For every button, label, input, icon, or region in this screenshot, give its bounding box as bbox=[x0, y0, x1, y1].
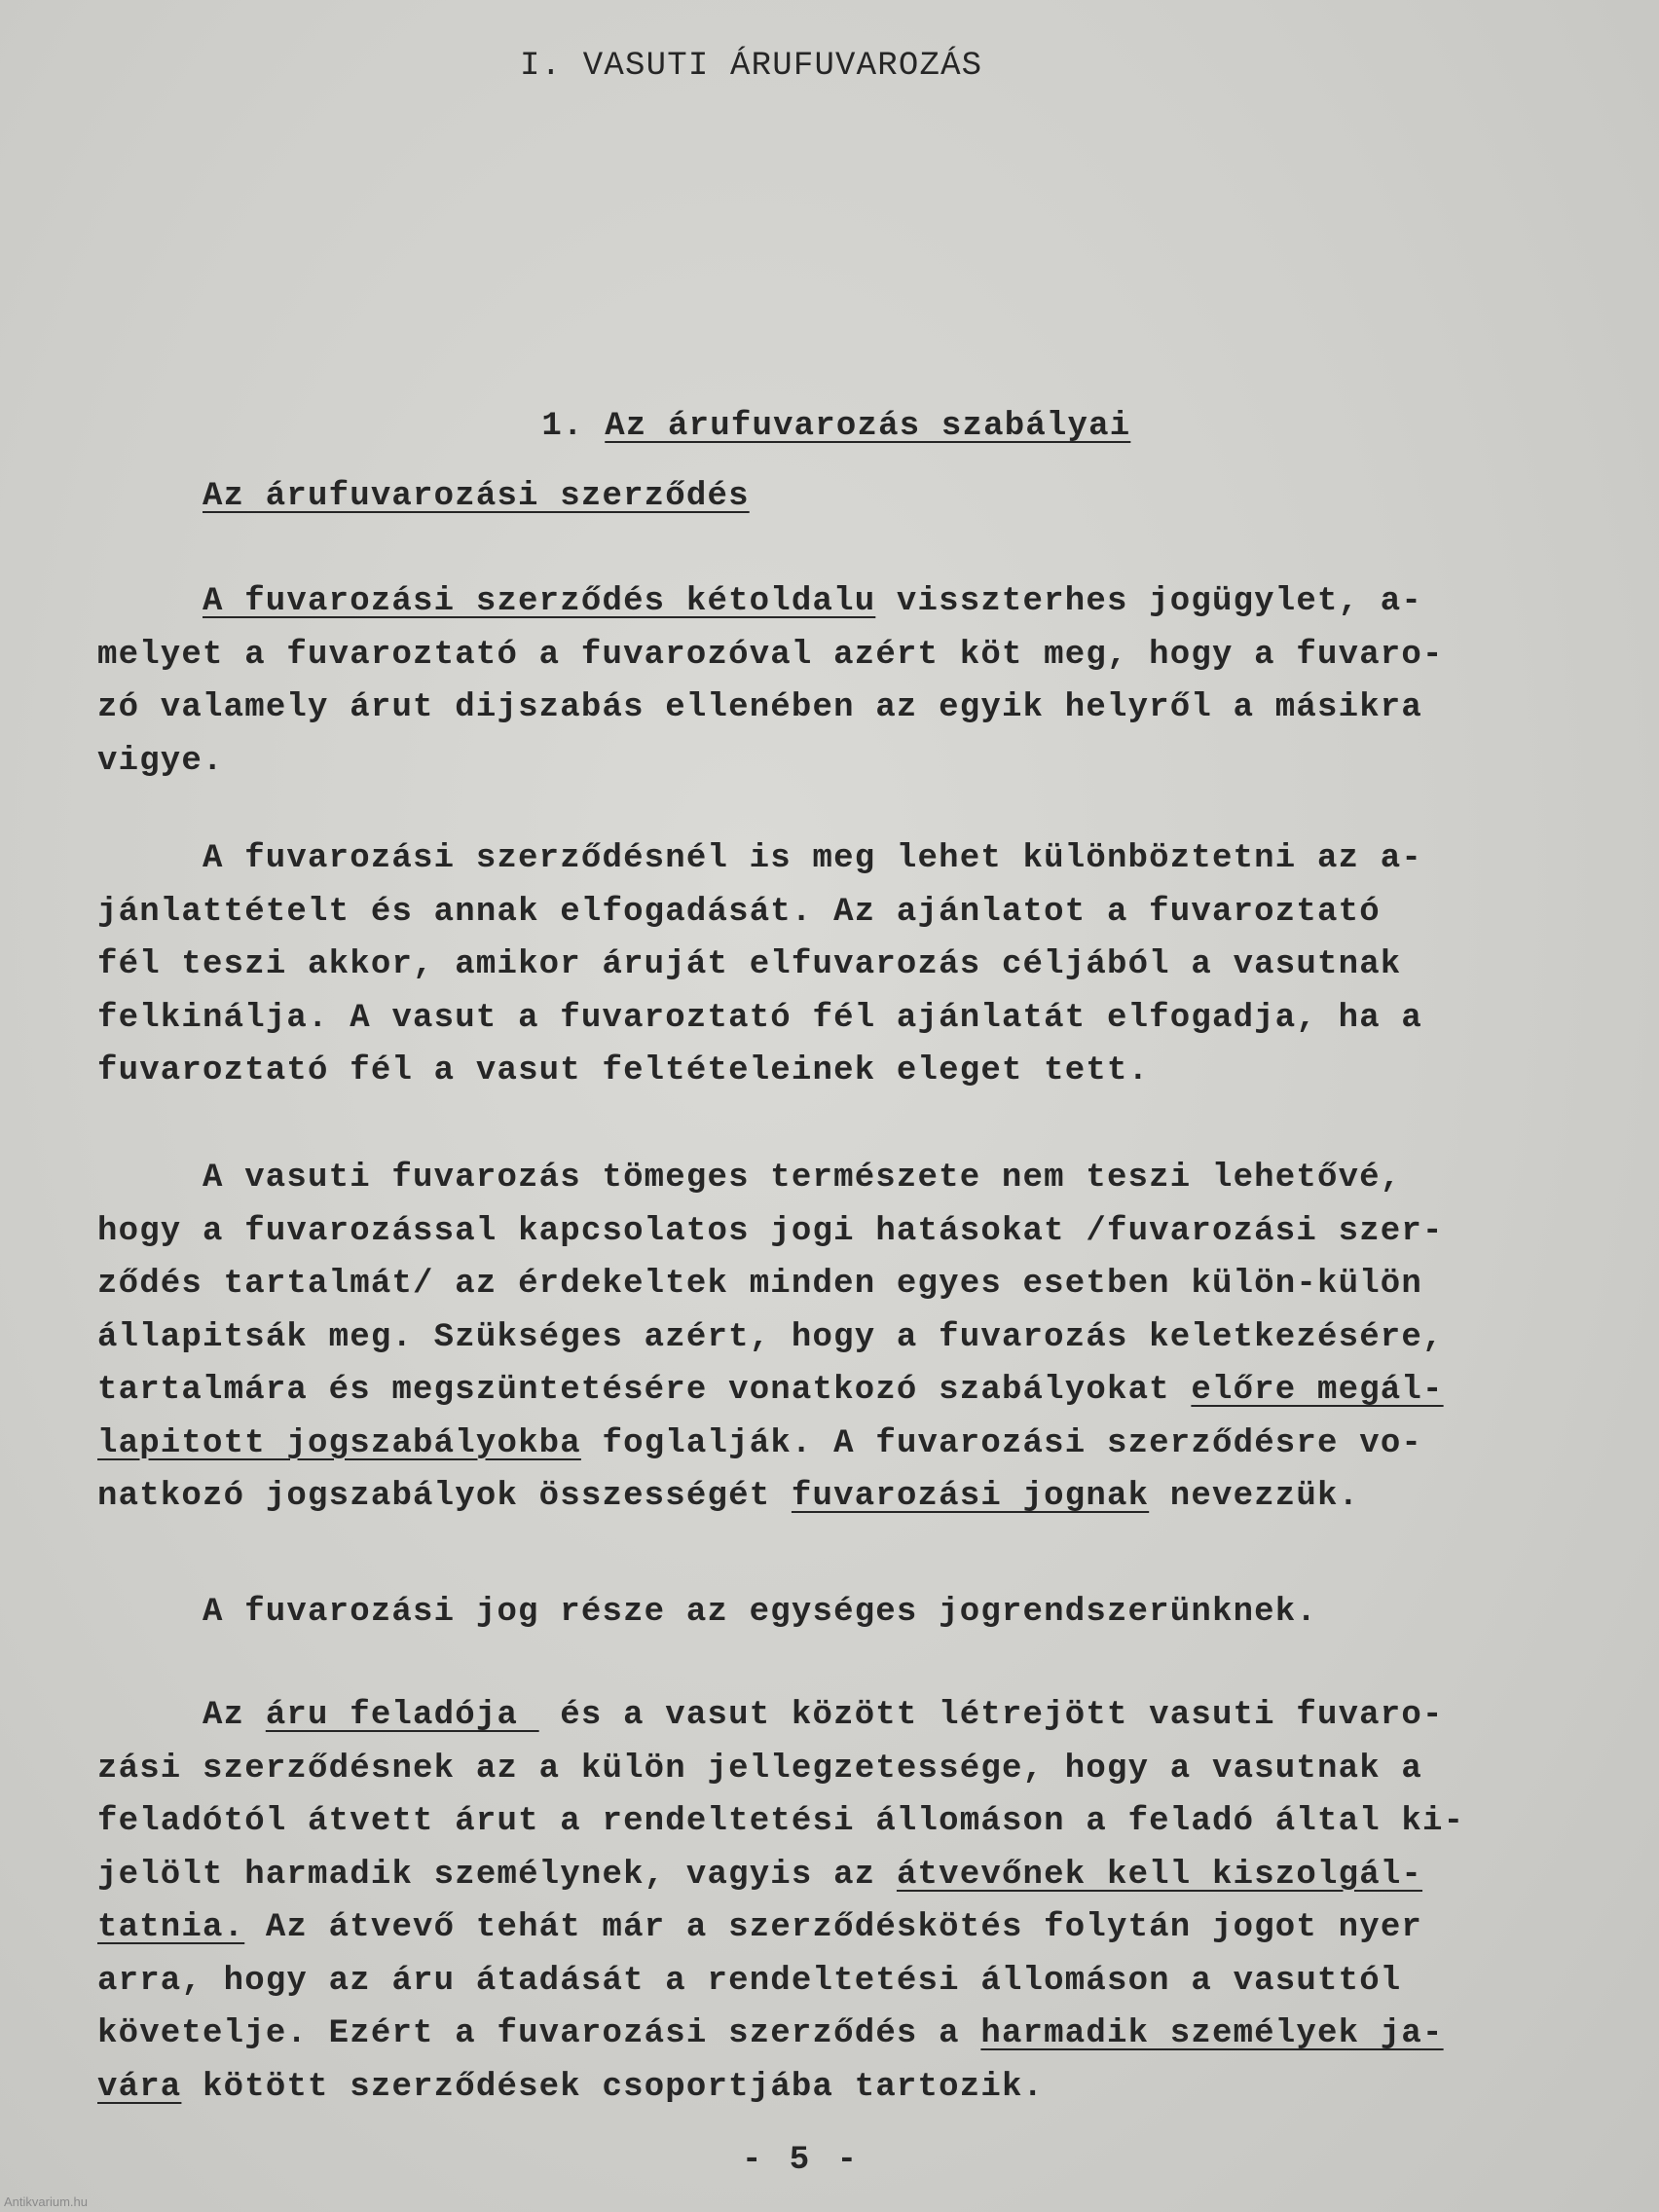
watermark: Antikvarium.hu bbox=[4, 2194, 88, 2209]
text-segment: zó valamely árut dijszabás ellenében az egyik helyről a másikra bbox=[97, 689, 1423, 726]
text-line bbox=[203, 837, 1422, 880]
page-number: - 5 - bbox=[742, 2142, 862, 2179]
text-segment: jelölt harmadik személynek, vagyis az bbox=[97, 1856, 897, 1894]
text-segment: kötött szerződések csoportjába tartozik. bbox=[181, 2068, 1045, 2106]
text-line bbox=[203, 1591, 1317, 1634]
underlined-text: lapitott jogszabályokba bbox=[97, 1424, 581, 1462]
underlined-text: előre megál- bbox=[1191, 1372, 1444, 1409]
text-line bbox=[97, 2066, 1044, 2109]
text-line bbox=[97, 1960, 1401, 2003]
text-segment: felkinálja. A vasut a fuvaroztató fél ajánlatát elfogadja, ha a bbox=[97, 999, 1423, 1037]
text-line bbox=[97, 1906, 1422, 1949]
text-line bbox=[203, 1157, 1401, 1199]
underlined-text: vára bbox=[97, 2068, 182, 2106]
text-line bbox=[97, 1210, 1444, 1253]
text-segment: vigye. bbox=[97, 742, 224, 780]
underlined-text: áru feladója bbox=[265, 1697, 539, 1734]
text-line bbox=[97, 1422, 1422, 1465]
section-heading bbox=[458, 362, 1130, 491]
text-segment: feladótól átvett árut a rendeltetési állomáson a feladó által ki- bbox=[97, 1803, 1465, 1840]
text-line bbox=[97, 943, 1401, 986]
text-line bbox=[97, 1475, 1359, 1518]
section-number: 1. bbox=[541, 408, 584, 445]
text-line bbox=[97, 740, 224, 783]
text-line bbox=[203, 580, 1422, 623]
text-segment: nevezzük. bbox=[1149, 1478, 1360, 1515]
text-segment: és a vasut között létrejött vasuti fuvaro- bbox=[538, 1697, 1444, 1734]
text-segment: visszterhes jogügylet, a- bbox=[875, 583, 1422, 620]
subheading: Az árufuvarozási szerződés bbox=[203, 478, 750, 515]
text-segment: zási szerződésnek az a külön jellegzetessége, hogy a vasutnak a bbox=[97, 1750, 1423, 1788]
text-line bbox=[97, 1369, 1444, 1412]
underlined-text: átvevőnek kell kiszolgál- bbox=[896, 1856, 1423, 1894]
underlined-text: fuvarozási jognak bbox=[791, 1478, 1150, 1515]
text-segment: állapitsák meg. Szükséges azért, hogy a fuvarozás keletkezésére, bbox=[97, 1318, 1444, 1356]
underlined-text: A fuvarozási szerződés kétoldalu bbox=[203, 583, 876, 620]
text-line bbox=[97, 997, 1422, 1040]
text-line bbox=[203, 1694, 1444, 1737]
text-line bbox=[97, 2012, 1444, 2055]
text-segment: A fuvarozási jog része az egységes jogrendszerünknek. bbox=[203, 1594, 1317, 1631]
text-segment: foglalják. A fuvarozási szerződésre vo- bbox=[580, 1424, 1423, 1462]
text-line bbox=[97, 1748, 1422, 1790]
underlined-text: harmadik személyek ja- bbox=[980, 2015, 1444, 2052]
text-segment: arra, hogy az áru átadását a rendeltetési állomáson a vasuttól bbox=[97, 1962, 1402, 2000]
text-segment: jánlattételt és annak elfogadását. Az ajánlatot a fuvaroztató bbox=[97, 893, 1381, 931]
text-segment: követelje. Ezért a fuvarozási szerződés a bbox=[97, 2015, 981, 2052]
text-line bbox=[97, 1050, 1149, 1092]
chapter-title: I. VASUTI ÁRUFUVAROZÁS bbox=[520, 48, 983, 85]
text-segment: fél teszi akkor, amikor áruját elfuvarozás céljából a vasutnak bbox=[97, 946, 1402, 983]
text-segment: Az átvevő tehát már a szerződéskötés folytán jogot nyer bbox=[244, 1909, 1423, 1946]
text-line bbox=[97, 1263, 1422, 1306]
text-line bbox=[97, 1854, 1422, 1897]
section-title: Az árufuvarozás szabályai bbox=[605, 408, 1131, 445]
text-segment: tartalmára és megszüntetésére vonatkozó szabályokat bbox=[97, 1372, 1192, 1409]
underlined-text: tatnia. bbox=[97, 1909, 245, 1946]
text-segment: A vasuti fuvarozás tömeges természete nem teszi lehetővé, bbox=[203, 1160, 1402, 1197]
text-segment: Az bbox=[203, 1697, 266, 1734]
text-segment: ződés tartalmát/ az érdekeltek minden egyes esetben külön-külön bbox=[97, 1266, 1423, 1303]
text-line bbox=[97, 1316, 1444, 1359]
text-line bbox=[97, 891, 1381, 934]
text-line bbox=[97, 686, 1422, 729]
text-segment: fuvaroztató fél a vasut feltételeinek eleget tett. bbox=[97, 1052, 1150, 1089]
text-segment: natkozó jogszabályok összességét bbox=[97, 1478, 792, 1515]
text-segment: melyet a fuvaroztató a fuvarozóval azért köt meg, hogy a fuvaro- bbox=[97, 636, 1444, 674]
text-segment: hogy a fuvarozással kapcsolatos jogi hatásokat /fuvarozási szer- bbox=[97, 1212, 1444, 1250]
text-line bbox=[97, 634, 1444, 677]
text-segment: A fuvarozási szerződésnél is meg lehet különböztetni az a- bbox=[203, 840, 1422, 877]
text-line bbox=[97, 1800, 1464, 1843]
